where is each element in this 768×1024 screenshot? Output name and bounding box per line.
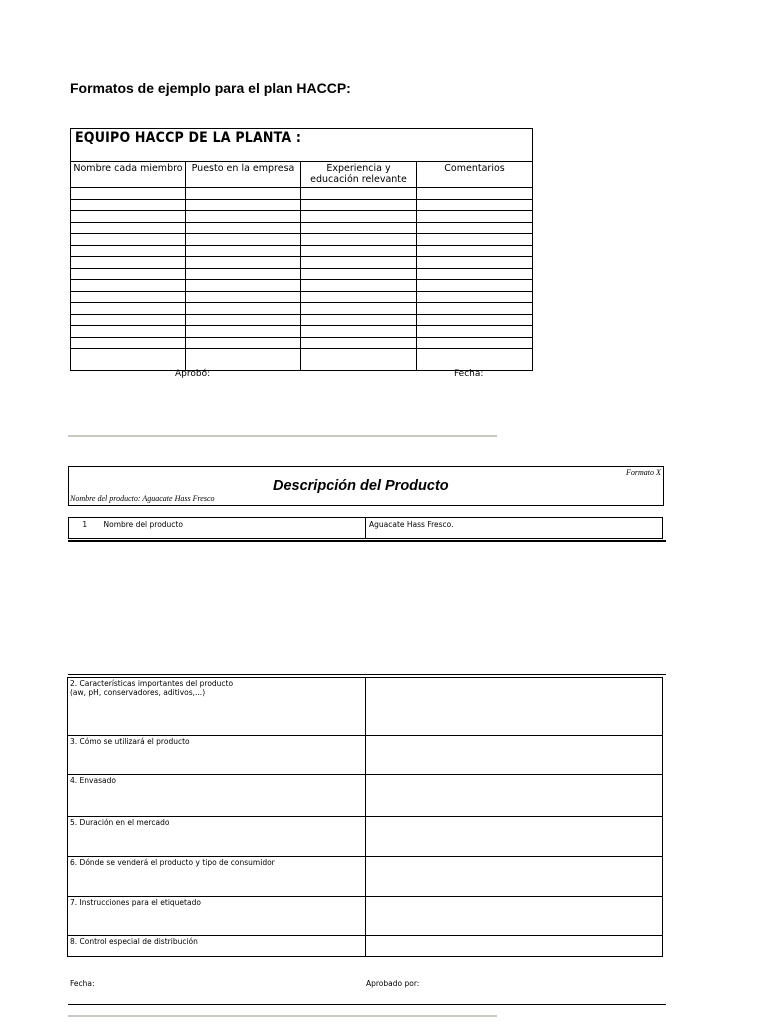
table-cell[interactable]	[301, 257, 417, 269]
table-row	[71, 268, 533, 280]
haccp-team-table	[70, 128, 533, 371]
table-cell[interactable]	[71, 303, 186, 315]
table-cell[interactable]	[417, 199, 533, 211]
table-row	[71, 303, 533, 315]
characteristic-label: 3. Cómo se utilizará el producto	[68, 736, 366, 775]
team-table-title: EQUIPO HACCP DE LA PLANTA :	[71, 129, 533, 162]
table-cell[interactable]	[417, 188, 533, 200]
table-cell[interactable]	[186, 280, 301, 292]
characteristic-value[interactable]	[366, 775, 663, 817]
table-cell[interactable]	[417, 268, 533, 280]
table-cell[interactable]	[186, 314, 301, 326]
table-cell[interactable]	[186, 222, 301, 234]
format-label: Formato X	[626, 468, 661, 477]
table-cell[interactable]	[186, 303, 301, 315]
table-cell[interactable]	[417, 349, 533, 371]
table-cell[interactable]	[417, 337, 533, 349]
table-cell[interactable]	[301, 303, 417, 315]
divider-line	[68, 1004, 666, 1005]
characteristic-value[interactable]	[366, 678, 663, 736]
table-cell[interactable]	[186, 199, 301, 211]
characteristic-value[interactable]	[366, 817, 663, 857]
table-cell[interactable]	[301, 280, 417, 292]
table-cell[interactable]	[417, 314, 533, 326]
table-cell[interactable]	[71, 199, 186, 211]
table-cell[interactable]	[417, 303, 533, 315]
table-cell[interactable]	[417, 222, 533, 234]
table-row	[71, 257, 533, 269]
table-cell[interactable]	[71, 188, 186, 200]
characteristic-value[interactable]	[366, 857, 663, 897]
table-cell[interactable]	[186, 337, 301, 349]
table-cell[interactable]	[186, 257, 301, 269]
table-cell[interactable]	[71, 234, 186, 246]
table-cell[interactable]	[417, 245, 533, 257]
table-cell[interactable]	[71, 268, 186, 280]
table-cell[interactable]	[301, 234, 417, 246]
table-cell[interactable]	[301, 349, 417, 371]
table-cell[interactable]	[417, 291, 533, 303]
table-cell[interactable]	[71, 280, 186, 292]
table-row	[71, 349, 533, 371]
table-cell[interactable]	[186, 349, 301, 371]
table-cell[interactable]	[417, 234, 533, 246]
table-row	[71, 280, 533, 292]
product-name-label: Nombre del producto: Aguacate Hass Fresco	[70, 494, 215, 503]
table-cell[interactable]	[301, 211, 417, 223]
characteristic-value[interactable]	[366, 936, 663, 957]
approved-label: Aprobó:	[175, 369, 211, 379]
product-description-title: Descripción del Producto	[273, 478, 449, 494]
table-row	[71, 314, 533, 326]
table-cell[interactable]	[301, 326, 417, 338]
footer-approved-label: Aprobado por:	[366, 979, 420, 988]
characteristic-value[interactable]	[366, 736, 663, 775]
table-cell[interactable]	[186, 268, 301, 280]
row-label: Nombre del producto	[101, 518, 366, 539]
page-title: Formatos de ejemplo para el plan HACCP:	[70, 80, 351, 96]
table-row	[71, 326, 533, 338]
table-cell[interactable]	[71, 291, 186, 303]
table-cell[interactable]	[186, 326, 301, 338]
table-cell[interactable]	[301, 222, 417, 234]
table-row	[71, 291, 533, 303]
table-row	[71, 188, 533, 200]
table-cell[interactable]	[71, 349, 186, 371]
column-header-experience: Experiencia y educación relevante	[301, 162, 417, 188]
table-cell[interactable]	[186, 245, 301, 257]
section-divider	[68, 1015, 497, 1017]
characteristic-label: 2. Características importantes del producto (aw, pH, conservadores, aditivos,...)	[68, 678, 366, 736]
characteristic-label: 5. Duración en el mercado	[68, 817, 366, 857]
divider-line	[68, 674, 666, 675]
table-cell[interactable]	[417, 326, 533, 338]
table-cell[interactable]	[71, 211, 186, 223]
characteristic-value[interactable]	[366, 897, 663, 936]
table-cell[interactable]	[301, 314, 417, 326]
table-cell[interactable]	[71, 245, 186, 257]
table-cell[interactable]	[301, 199, 417, 211]
table-cell[interactable]	[417, 211, 533, 223]
table-cell[interactable]	[417, 257, 533, 269]
table-cell[interactable]	[186, 234, 301, 246]
table-row	[71, 211, 533, 223]
table-row	[71, 245, 533, 257]
table-cell[interactable]	[186, 188, 301, 200]
column-header-comments: Comentarios	[417, 162, 533, 188]
table-row	[71, 337, 533, 349]
column-header-position: Puesto en la empresa	[186, 162, 301, 188]
table-cell[interactable]	[186, 211, 301, 223]
table-cell[interactable]	[301, 291, 417, 303]
characteristic-label: 6. Dónde se venderá el producto y tipo de consumidor	[68, 857, 366, 897]
section-divider	[68, 435, 497, 437]
table-cell[interactable]	[71, 257, 186, 269]
row-number: 1	[69, 518, 101, 539]
table-cell[interactable]	[301, 268, 417, 280]
table-cell[interactable]	[417, 280, 533, 292]
table-row	[71, 222, 533, 234]
product-characteristics-table	[67, 677, 663, 957]
footer-date-label: Fecha:	[70, 979, 95, 988]
date-label: Fecha:	[454, 369, 484, 379]
table-cell[interactable]	[301, 337, 417, 349]
table-cell[interactable]	[186, 291, 301, 303]
table-row	[71, 234, 533, 246]
characteristic-label: 8. Control especial de distribución	[68, 936, 366, 957]
characteristic-label: 7. Instrucciones para el etiquetado	[68, 897, 366, 936]
table-row	[71, 199, 533, 211]
table-cell[interactable]	[301, 245, 417, 257]
table-cell[interactable]	[71, 314, 186, 326]
product-name-row	[68, 517, 663, 539]
characteristic-label: 4. Envasado	[68, 775, 366, 817]
table-cell[interactable]	[71, 326, 186, 338]
column-header-name: Nombre cada miembro	[71, 162, 186, 188]
divider-line	[68, 540, 666, 542]
table-cell[interactable]	[71, 222, 186, 234]
row-value[interactable]: Aguacate Hass Fresco.	[366, 518, 663, 539]
table-cell[interactable]	[71, 337, 186, 349]
table-cell[interactable]	[301, 188, 417, 200]
